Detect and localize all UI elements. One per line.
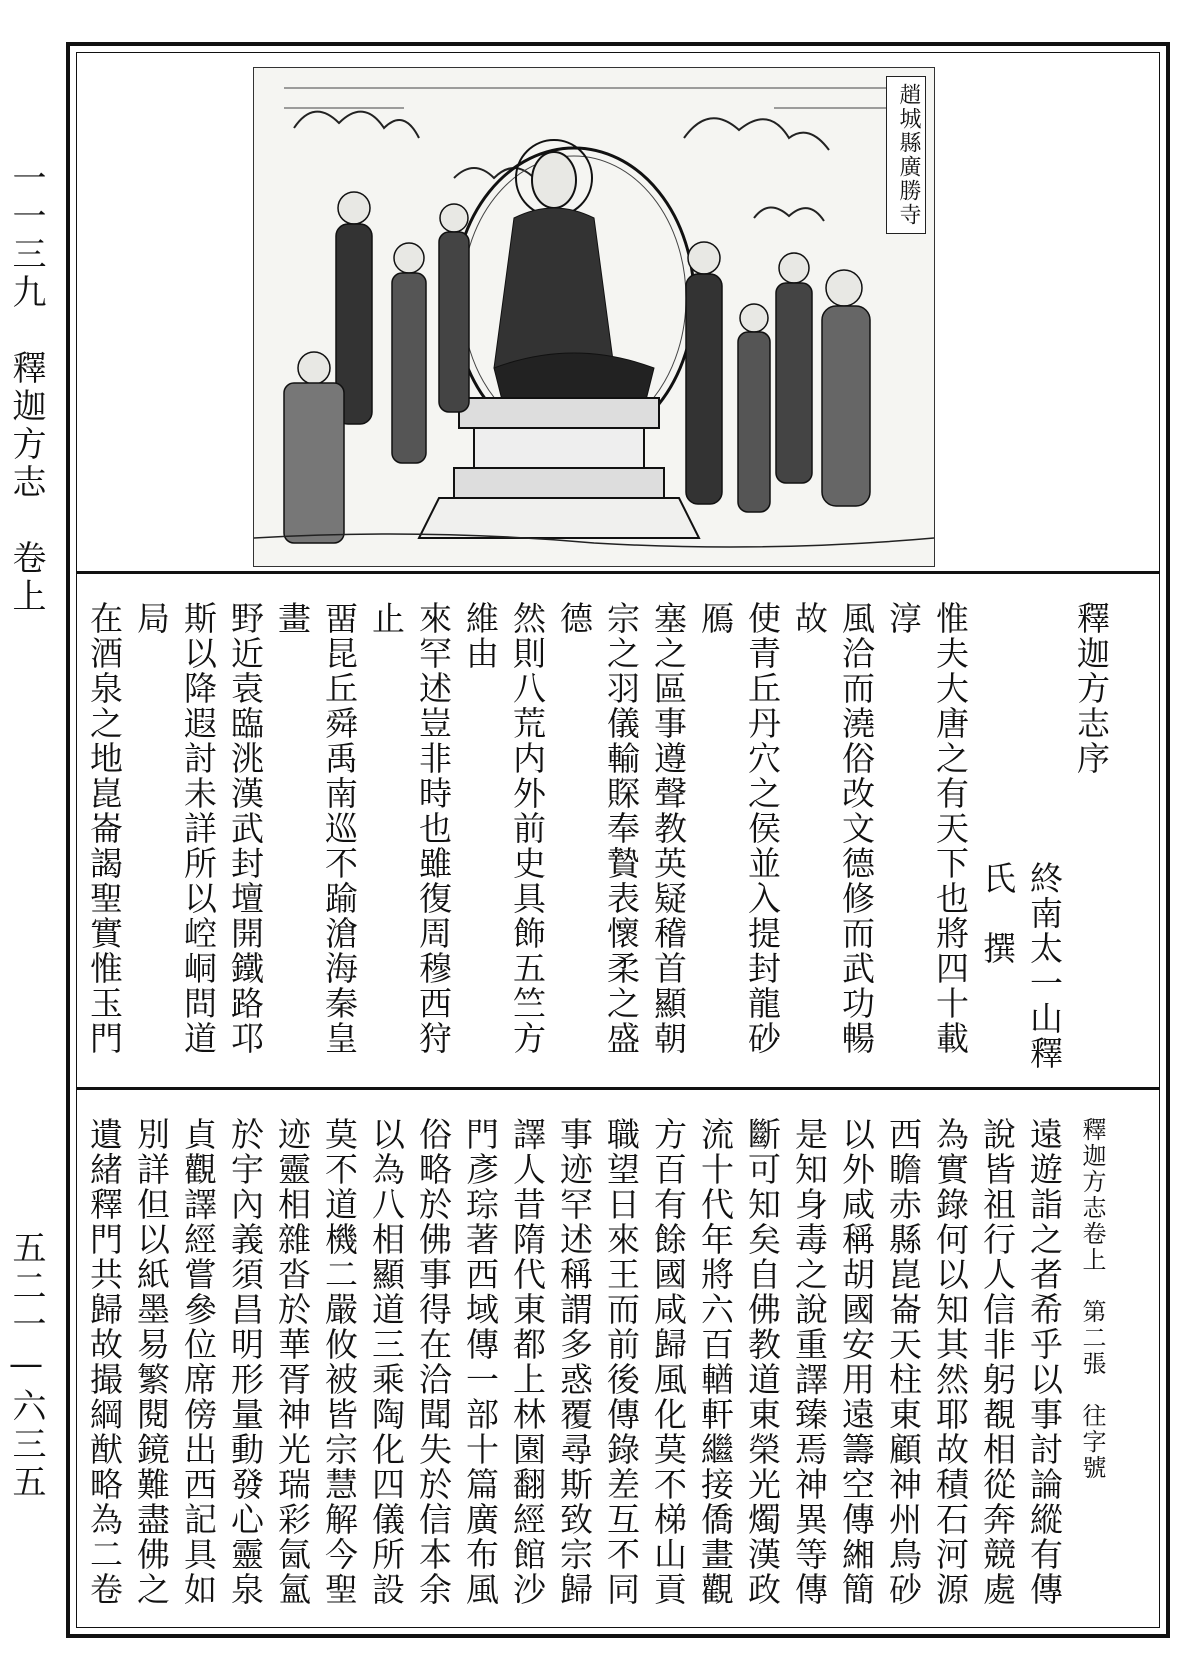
text-column: 於宇內義須昌明形量動發心靈泉 bbox=[226, 1117, 265, 1607]
text-column: 斷可知矣自佛教道東榮光燭漢政 bbox=[743, 1117, 782, 1607]
preface-panel bbox=[81, 583, 1155, 1081]
text-column: 方百有餘國咸歸風化莫不梯山貢 bbox=[649, 1117, 688, 1607]
section-divider bbox=[77, 571, 1159, 574]
page-margin-label-left: 一一三九 釋迦方志 卷上 bbox=[6, 160, 46, 616]
text-column: 是知身毒之說重譯臻焉神異等傳 bbox=[790, 1117, 829, 1607]
author-name: 終南太一山釋氏 bbox=[978, 861, 1064, 1071]
text-column: 為實錄何以知其然耶故積石河源 bbox=[931, 1117, 970, 1607]
text-column: 惟夫大唐之有天下也將四十載淳 bbox=[884, 601, 970, 1056]
text-column: 譯人昔隋代東都上林園翻經館沙 bbox=[508, 1117, 547, 1607]
text-column: 野近袁臨洮漢武封壇開鐵路邛 bbox=[226, 601, 265, 1056]
text-column: 流十代年將六百輶軒繼接僑畫觀 bbox=[696, 1117, 735, 1607]
text-column: 遺緒釋門共歸故撮綱猷略為二卷 bbox=[85, 1117, 124, 1607]
preface-author bbox=[974, 601, 1068, 1081]
text-column: 說皆祖行人信非躬覩相從奔競處 bbox=[978, 1117, 1017, 1607]
text-column: 俗略於佛事得在洽聞失於信本余 bbox=[414, 1117, 453, 1607]
text-column: 宗之羽儀輸賝奉贄表懷柔之盛德 bbox=[555, 601, 641, 1056]
section-divider bbox=[77, 1087, 1159, 1090]
text-column: 貞觀譯經嘗參位席傍出西記具如 bbox=[179, 1117, 218, 1607]
text-column: 迹靈相雜沓於華胥神光瑞彩氤氳 bbox=[273, 1117, 312, 1607]
text-column: 斯以降遐討未詳所以崆峒問道局 bbox=[132, 601, 218, 1056]
author-suffix: 撰 bbox=[978, 896, 1017, 966]
text-column: 西瞻赤縣崑崙天柱東顧神州鳥砂 bbox=[884, 1117, 923, 1607]
text-column: 事迹罕述稱謂多惑覆尋斯致宗歸 bbox=[555, 1117, 594, 1607]
continuation-panel bbox=[81, 1099, 1155, 1625]
text-column: 職望日來王而前後傳錄差互不同 bbox=[602, 1117, 641, 1607]
text-column: 莫不道機二嚴攸被皆宗慧解今聖 bbox=[320, 1117, 359, 1607]
page-frame bbox=[66, 42, 1170, 1638]
text-column: 然則八荒内外前史具飾五竺方維由 bbox=[461, 601, 547, 1056]
buddha-illustration bbox=[253, 67, 935, 567]
text-column: 門彥琮著西域傳一部十篇廣布風 bbox=[461, 1117, 500, 1607]
chapter-header: 釋迦方志卷上 第二張 往字號 bbox=[1078, 1117, 1106, 1481]
preface-title: 釋迦方志序 bbox=[1072, 601, 1111, 776]
continuation-text bbox=[81, 1117, 1115, 1607]
illustration-drawing bbox=[254, 68, 934, 566]
text-column: 畱昆丘舜禹南巡不踰滄海秦皇畫 bbox=[273, 601, 359, 1056]
text-column: 來罕述豈非時也雖復周穆西狩止 bbox=[367, 601, 453, 1056]
page-frame-inner bbox=[76, 52, 1160, 1628]
text-column: 使青丘丹穴之侯並入提封龍砂鴈 bbox=[696, 601, 782, 1056]
page-margin-label-right: 五二一—六三五 bbox=[6, 1230, 46, 1502]
text-column: 以為八相顯道三乘陶化四儀所設 bbox=[367, 1117, 406, 1607]
text-column: 風洽而澆俗改文德修而武功暢故 bbox=[790, 601, 876, 1056]
text-column: 以外咸稱胡國安用遠籌空傳緗簡 bbox=[837, 1117, 876, 1607]
text-column: 別詳但以紙墨易繁閱鏡難盡佛之 bbox=[132, 1117, 171, 1607]
preface-text bbox=[81, 601, 1115, 1081]
text-column: 遠遊詣之者希乎以事討論縱有傳 bbox=[1025, 1117, 1064, 1607]
text-column: 在酒泉之地崑崙謁聖實惟玉門 bbox=[85, 601, 124, 1056]
text-column: 塞之區事遵聲教英疑稽首顯朝 bbox=[649, 601, 688, 1056]
illustration-caption: 趙城縣廣勝寺 bbox=[886, 76, 926, 234]
